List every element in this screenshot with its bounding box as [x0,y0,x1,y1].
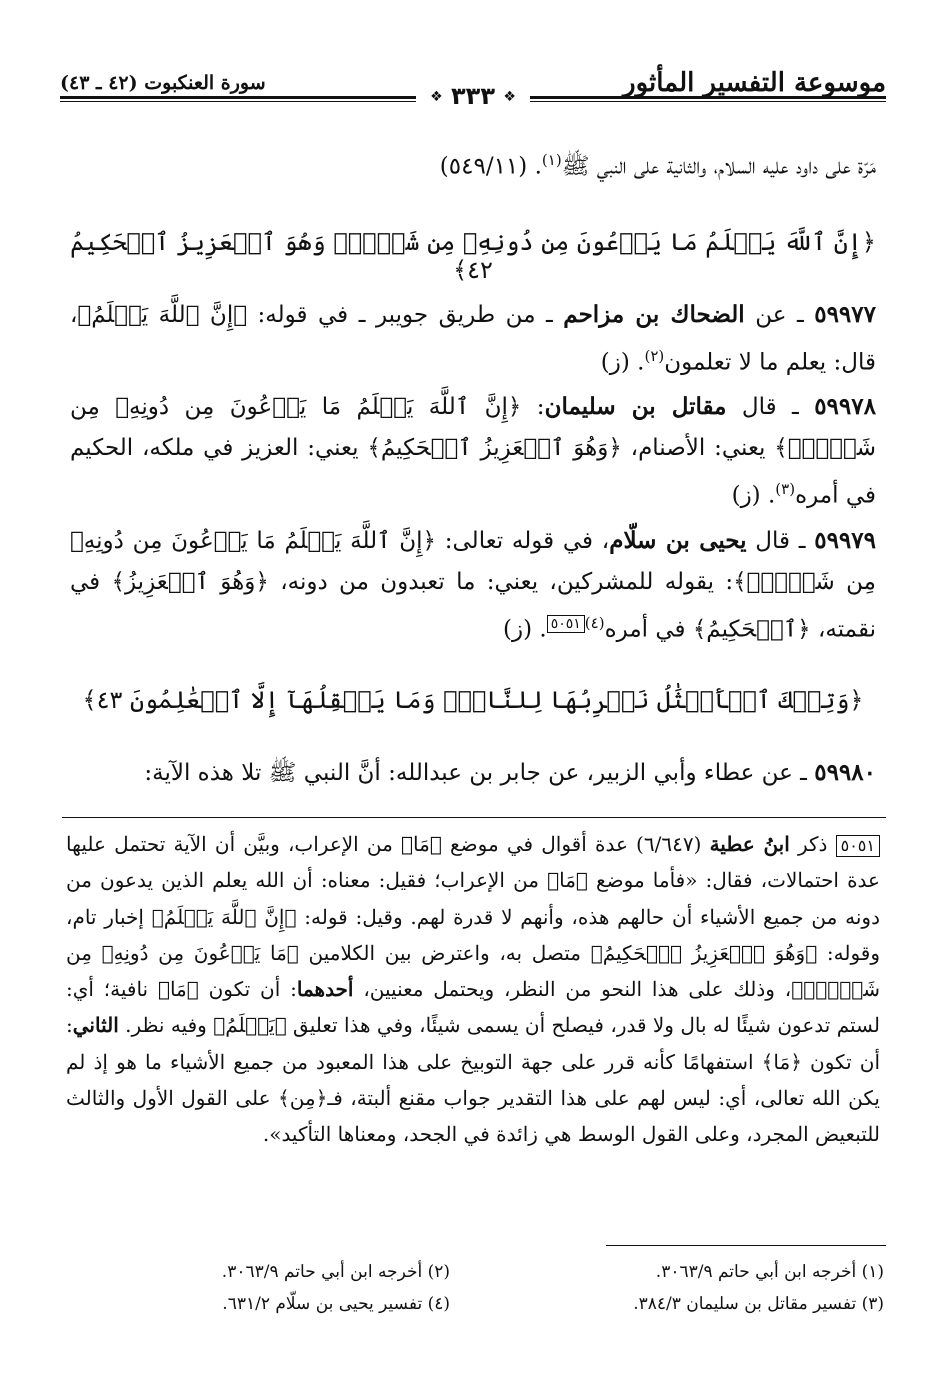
hadith-number: ٥٩٩٧٨ [814,393,876,420]
hadith-text: ، في قوله تعالى: ﴿إِنَّ ٱللَّهَ يَعۡلَمُ مَا يَدۡعُونَ مِن دُونِهِۦ مِن شَيۡءٖۚ﴾: يقوله للمشركين، يعني: ما تعبدون من دونه، ﴿وَهُوَ ٱلۡعَزِيزُ﴾ في نقمته، ﴿ٱلۡحَكِيمُ﴾ في أمره [70,528,876,643]
hadith-text: ـ قال [746,528,815,554]
hadith-number: ٥٩٩٧٧ [814,301,876,328]
footnote-ref: (٢) [644,347,665,365]
hadith-text: : ﴿إِنَّ ٱللَّهَ يَعۡلَمُ مَا يَدۡعُونَ مِن دُونِهِۦ مِن شَيۡءٖۚ﴾ يعني: الأصنام، ﴿وَهُوَ ٱلۡعَزِيزُ ٱلۡحَكِيمُ﴾ يعني: العزيز في ملكه، الحكيم في أمره [70,394,876,509]
page-number-wrap [416,82,530,110]
hadith-paragraph [70,386,876,517]
continuation-tail: . (٥٤٩/١١) [439,153,542,180]
footnote-4: (٤) تفسير يحيى بن سلّام ٦٣١/٢. [222,1294,450,1314]
footnote-3: (٣) تفسير مقاتل بن سليمان ٣٨٤/٣. [633,1294,884,1314]
narrator-name: مقاتل بن سليمان [544,393,727,420]
quran-verse-43: ﴿وَتِلۡكَ ٱلۡأَمۡثَٰلُ نَضۡرِبُهَا لِلنَّاسِۖ وَمَا يَعۡقِلُهَآ إِلَّا ٱلۡعَٰلِمُونَ ٤٣﴾ [82,686,864,714]
commentary-text: : أن تكون ﴿مَا﴾ نافية؛ أي: لستم تدعون شيئًا له بال ولا قدر، فيصلح أن يسمى شيئًا، وفي هذا تعليق ﴿يَعۡلَمُ﴾ وفيه نظر. [66,977,880,1038]
commentary-text: : أن تكون ﴿مَا﴾ استفهامًا كأنه قرر على جهة التوبيخ على هذا المعبود من جميع الأشياء ما هو إذ لم يكن الله تعالى، أي: ليس لهم على هذا التقدير جواب مقنع ألبتة، فـ﴿مِن﴾ على القول الأول والثالث للتبعيض المجرد، وعلى القول الوسط هي زائدة في الجحد، ومعناها التأكيد». [66,1013,880,1147]
hadith-tail: . (ز) [503,616,547,643]
ornament-icon: ❖ [503,89,516,105]
continuation-text: مَرّة على داود عليه السلام، والثانية على النبي ﷺ [561,153,876,180]
footnote-ref: (٤) [584,614,605,632]
book-title: موسوعة التفسير المأثور [623,68,886,98]
commentary-text: ذكر [789,832,836,856]
commentary-text: (٦/٦٤٧) عدة أقوال في موضع ﴿مَا﴾ من الإعراب، وبيَّن أن الآية تحتمل عليها عدة احتمالات، فقال: «فأما موضع ﴿مَا﴾ من الإعراب؛ فقيل: معناه: أن الله يعلم الذين يدعون من دونه من جميع الأشياء أن حالهم هذه، وأنهم لا قدرة لهم. وقيل: قوله: ﴿إِنَّ ٱللَّهَ يَعۡلَمُ﴾ إخبار تام، وقوله: ﴿وَهُوَ ٱلۡعَزِيزُ ٱلۡحَكِيمُ﴾ متصل به، واعترض بين الكلامين ﴿مَا يَدۡعُونَ مِن دُونِهِۦ مِن شَيۡءٖۚ﴾، وذلك على هذا النحو من النظر، ويحتمل معنيين، [66,832,880,1002]
hadith-number: ٥٩٩٨٠ [814,759,876,786]
page-header [60,60,886,120]
hadith-text: ـ عن عطاء وأبي الزبير، عن جابر بن عبدالله: أنَّ النبي ﷺ تلا هذه الآية: [144,760,815,786]
hadith-text: ـ عن [744,302,815,328]
quran-verse-42: ﴿إِنَّ ٱللَّهَ يَعۡلَمُ مَا يَدۡعُونَ مِن دُونِهِۦ مِن شَيۡءٖۚ وَهُوَ ٱلۡعَزِيزُ ٱلۡحَكِيمُ ٤٢﴾ [70,228,876,284]
narrator-name: يحيى بن سلّام [609,527,747,554]
page-number: ٣٣٣ [451,82,495,110]
ornament-icon: ❖ [430,89,443,105]
commentary-label-first: أحدهما [296,977,354,1002]
hadith-text: ـ قال [726,394,815,420]
hadith-paragraph [70,520,876,651]
commentary-separator [62,817,886,818]
hadith-text: ـ من طريق جويبر ـ في قوله: ﴿إِنَّ ٱللَّهَ يَعۡلَمُ﴾، قال: يعلم ما لا تعلمون [70,302,876,376]
surah-reference: سورة العنكبوت (٤٢ ـ ٤٣) [60,72,266,94]
commentary-number-box: ٥٠٥١ [836,835,880,857]
hadith-tail: . (ز) [600,349,645,376]
footnote-2: (٢) أخرجه ابن أبي حاتم ٣٠٦٣/٩. [221,1262,450,1282]
commentary-label-second: الثاني [72,1013,119,1038]
hadith-paragraph [70,752,876,794]
footnote-ref: (١) [541,151,562,169]
continuation-paragraph [70,140,876,188]
commentary-link-box[interactable]: ٥٠٥١ [547,615,585,633]
footnote-separator [606,1245,886,1246]
hadith-tail: . (ز) [731,482,776,509]
footnote-ref: (٣) [775,480,796,498]
hadith-paragraph [70,294,876,384]
hadith-number: ٥٩٩٧٩ [814,527,876,554]
commentary-block [66,826,880,1153]
footnote-1: (١) أخرجه ابن أبي حاتم ٣٠٦٣/٩. [655,1262,884,1282]
commentary-author: ابنُ عطية [709,832,790,856]
narrator-name: الضحاك بن مزاحم [563,301,745,328]
